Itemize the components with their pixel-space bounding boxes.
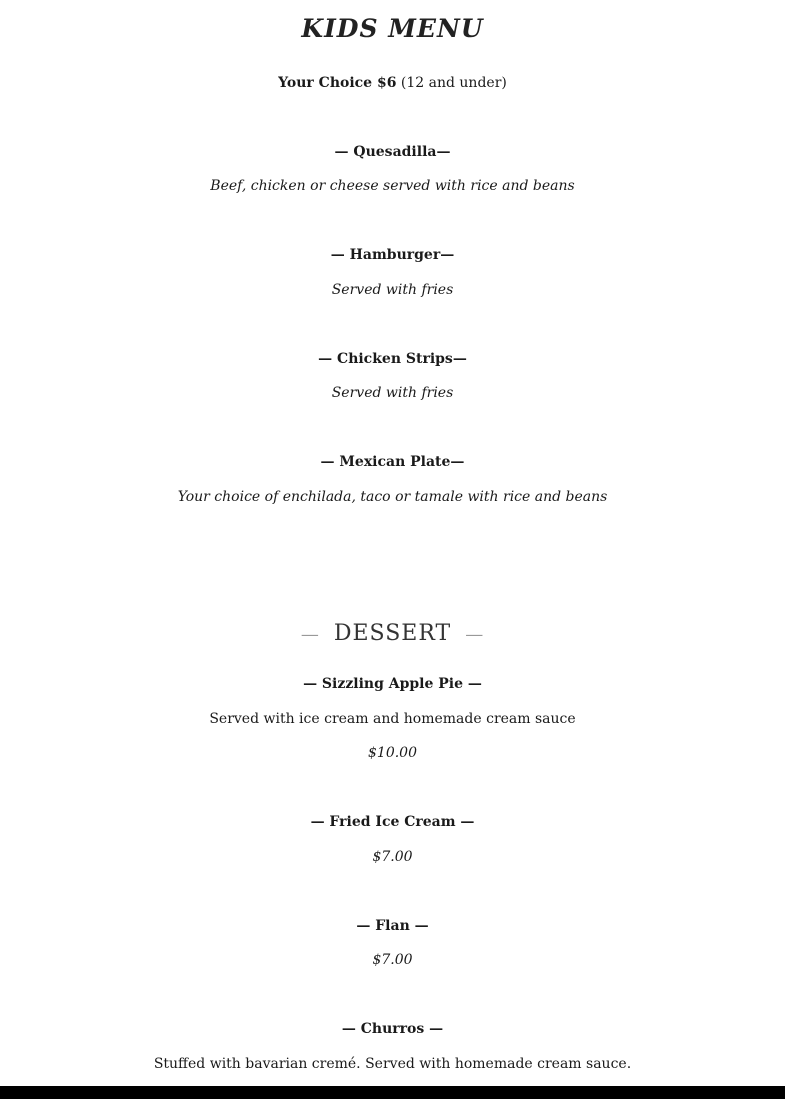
- kids-item-description: Served with fries: [331, 282, 454, 298]
- kids-item-name: — Mexican Plate—: [320, 454, 465, 470]
- dessert-item-name: — Churros —: [341, 1021, 444, 1037]
- kids-item-name: — Quesadilla—: [334, 144, 451, 160]
- kids-item-name: — Hamburger—: [330, 247, 455, 263]
- kids-item-description: Beef, chicken or cheese served with rice and beans: [210, 178, 575, 194]
- dessert-item-price: $7.00: [372, 952, 413, 968]
- kids-item-name: — Chicken Strips—: [318, 351, 467, 367]
- dessert-item-name: — Sizzling Apple Pie —: [303, 676, 482, 692]
- dessert-item-price: $10.00: [368, 745, 417, 761]
- dessert-item-name: — Fried Ice Cream —: [310, 814, 475, 830]
- bottom-bar: [0, 1086, 785, 1099]
- dessert-item-name: — Flan —: [356, 918, 429, 934]
- heading-dash-right: —: [465, 624, 485, 645]
- dessert-heading: [0, 620, 785, 649]
- kids-item-description: Your choice of enchilada, taco or tamale with rice and beans: [177, 489, 608, 505]
- dessert-item-price: $7.00: [372, 849, 413, 865]
- dessert-title: DESSERT: [333, 621, 452, 646]
- kids-choice-line: [0, 73, 785, 93]
- dessert-item-description: Served with ice cream and homemade cream sauce: [209, 711, 576, 727]
- kids-choice-label: Your Choice $6: [278, 75, 397, 91]
- kids-item-description: Served with fries: [331, 385, 454, 401]
- kids-menu-title: KIDS MENU: [301, 14, 484, 43]
- dessert-item-description: Stuffed with bavarian cremé. Served with homemade cream sauce.: [153, 1056, 632, 1072]
- heading-dash-left: —: [300, 624, 320, 645]
- kids-choice-note: (12 and under): [400, 75, 507, 91]
